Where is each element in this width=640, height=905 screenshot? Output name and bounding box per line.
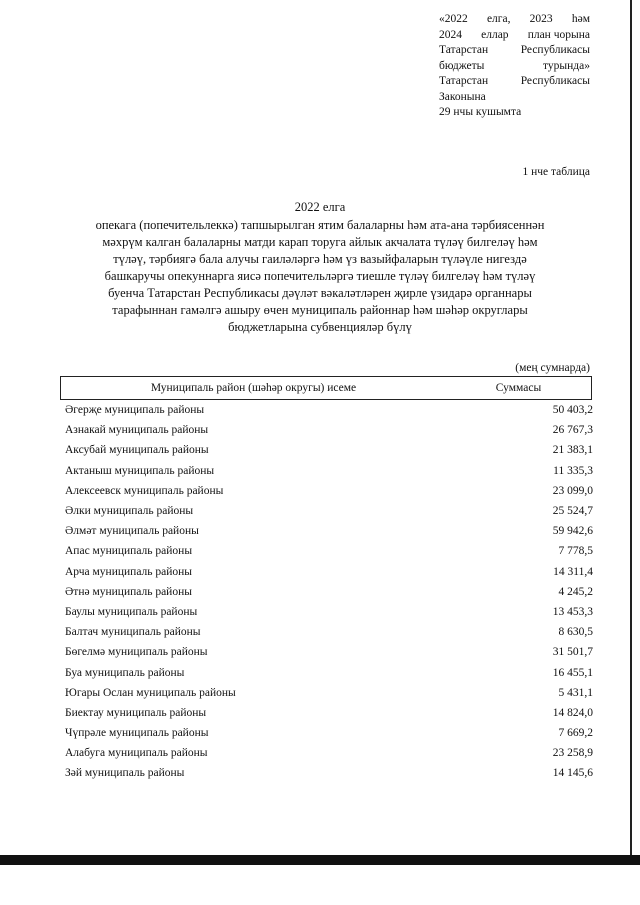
table-row [65, 763, 593, 783]
row-sum: 14 145,6 [552, 767, 593, 780]
row-name: Югары Ослан муниципаль районы [65, 686, 236, 699]
row-sum: 8 630,5 [558, 626, 593, 639]
table-row [65, 481, 593, 501]
table-row [65, 743, 593, 763]
row-name: Балтач муниципаль районы [65, 626, 201, 639]
document-title: опекага (попечительлеккә) тапшырылган ятим балаларны һәм ата-ана тәрбиясеннән мәхрүм калган балаларны матди карап торуга айлык акчалата түләү билгеләү һәм түләү, тәрбиягә бала алучы гаиләләргә һәм үз вазыйфаларын түләүле нигездә башкаручы опекуннарга яисә попечительләргә тиешле түләү билгеләү һәм түләү буенча Татарстан Республикасы дәүләт вәкаләтләрен җирле үзидарә органнары тарафыннан гамәлгә ашыру өчен муниципаль районнар һәм шәһәр округлары бюджетларына субвенцияләр бүлү [95, 218, 545, 334]
row-name: Әгерҗе муниципаль районы [65, 404, 205, 417]
row-name: Биектау муниципаль районы [65, 706, 207, 719]
ref-line-1 [439, 12, 590, 28]
ref-word: турында» [543, 59, 590, 72]
table-row [65, 723, 593, 743]
table-row [65, 461, 593, 481]
row-sum: 31 501,7 [552, 646, 593, 659]
table-row [65, 622, 593, 642]
row-name: Баулы муниципаль районы [65, 605, 198, 618]
row-name: Алабуга муниципаль районы [65, 747, 208, 760]
table-body [65, 400, 593, 784]
row-name: Әлки муниципаль районы [65, 505, 194, 518]
row-name: Әлмәт муниципаль районы [65, 525, 199, 538]
row-sum: 11 335,3 [553, 464, 593, 477]
unit-label: (мең сумнарда) [515, 362, 590, 374]
row-sum: 26 767,3 [552, 424, 593, 437]
row-name: Буа муниципаль районы [65, 666, 185, 679]
ref-word: 2024 [439, 28, 462, 41]
row-name: Бөгелмә муниципаль районы [65, 646, 208, 659]
ref-line-6: Законына [439, 90, 486, 103]
table-row [65, 562, 593, 582]
scan-edge [630, 0, 632, 865]
row-sum: 23 258,9 [552, 747, 593, 760]
table-number: 1 нче таблица [522, 166, 590, 178]
column-header-sum: Суммасы [495, 382, 542, 394]
row-sum: 4 245,2 [558, 585, 593, 598]
ref-line-7: 29 нчы кушымта [439, 106, 522, 118]
row-sum: 16 455,1 [552, 666, 593, 679]
row-name: Актаныш муниципаль районы [65, 464, 215, 477]
ref-word: 2023 [529, 13, 553, 25]
ref-line-4 [439, 59, 590, 75]
ref-word: еллар [481, 28, 509, 41]
row-sum: 21 383,1 [552, 444, 593, 457]
ref-word: план чорына [527, 28, 590, 41]
scan-bottom-edge [0, 855, 640, 865]
ref-word: Республикасы [520, 75, 590, 87]
table-row [65, 501, 593, 521]
table-row [65, 683, 593, 703]
table-row [65, 582, 593, 602]
row-sum: 14 824,0 [552, 706, 593, 719]
table-row [65, 521, 593, 541]
table-row [65, 420, 593, 440]
document-year: 2022 елга [294, 200, 346, 214]
ref-word: Татарстан [439, 44, 489, 56]
row-name: Аксубай муниципаль районы [65, 444, 209, 457]
row-name: Чүпрәле муниципаль районы [65, 727, 209, 740]
row-sum: 14 311,4 [553, 565, 593, 578]
row-sum: 25 524,7 [552, 505, 593, 518]
table-header [60, 376, 592, 400]
row-name: Әтнә муниципаль районы [65, 585, 192, 598]
row-sum: 50 403,2 [552, 404, 593, 417]
law-reference-block [439, 12, 590, 121]
row-sum: 7 669,2 [558, 727, 593, 740]
ref-word: Республикасы [520, 44, 590, 56]
row-name: Арча муниципаль районы [65, 565, 193, 578]
row-sum: 5 431,1 [558, 686, 593, 699]
ref-word: бюджеты [439, 59, 485, 72]
table-row [65, 400, 593, 420]
row-name: Азнакай муниципаль районы [65, 424, 209, 437]
row-sum: 7 778,5 [558, 545, 593, 558]
row-sum: 23 099,0 [552, 484, 593, 497]
table-row [65, 541, 593, 561]
ref-word: «2022 [439, 13, 468, 25]
ref-word: һәм [571, 13, 590, 25]
row-sum: 13 453,3 [552, 605, 593, 618]
table-row [65, 440, 593, 460]
row-name: Зәй муниципаль районы [65, 767, 185, 780]
row-name: Алексеевск муниципаль районы [65, 484, 224, 497]
table-row [65, 662, 593, 682]
table-row [65, 602, 593, 622]
table-row [65, 703, 593, 723]
row-sum: 59 942,6 [552, 525, 593, 538]
ref-word: Татарстан [439, 75, 489, 87]
column-header-name: Муниципаль район (шәһәр округы) исеме [150, 382, 357, 394]
ref-word: елга, [486, 13, 511, 25]
ref-line-2 [439, 28, 590, 44]
ref-line-3 [439, 43, 590, 59]
ref-line-5 [439, 74, 590, 90]
table-row [65, 642, 593, 662]
row-name: Апас муниципаль районы [65, 545, 193, 558]
